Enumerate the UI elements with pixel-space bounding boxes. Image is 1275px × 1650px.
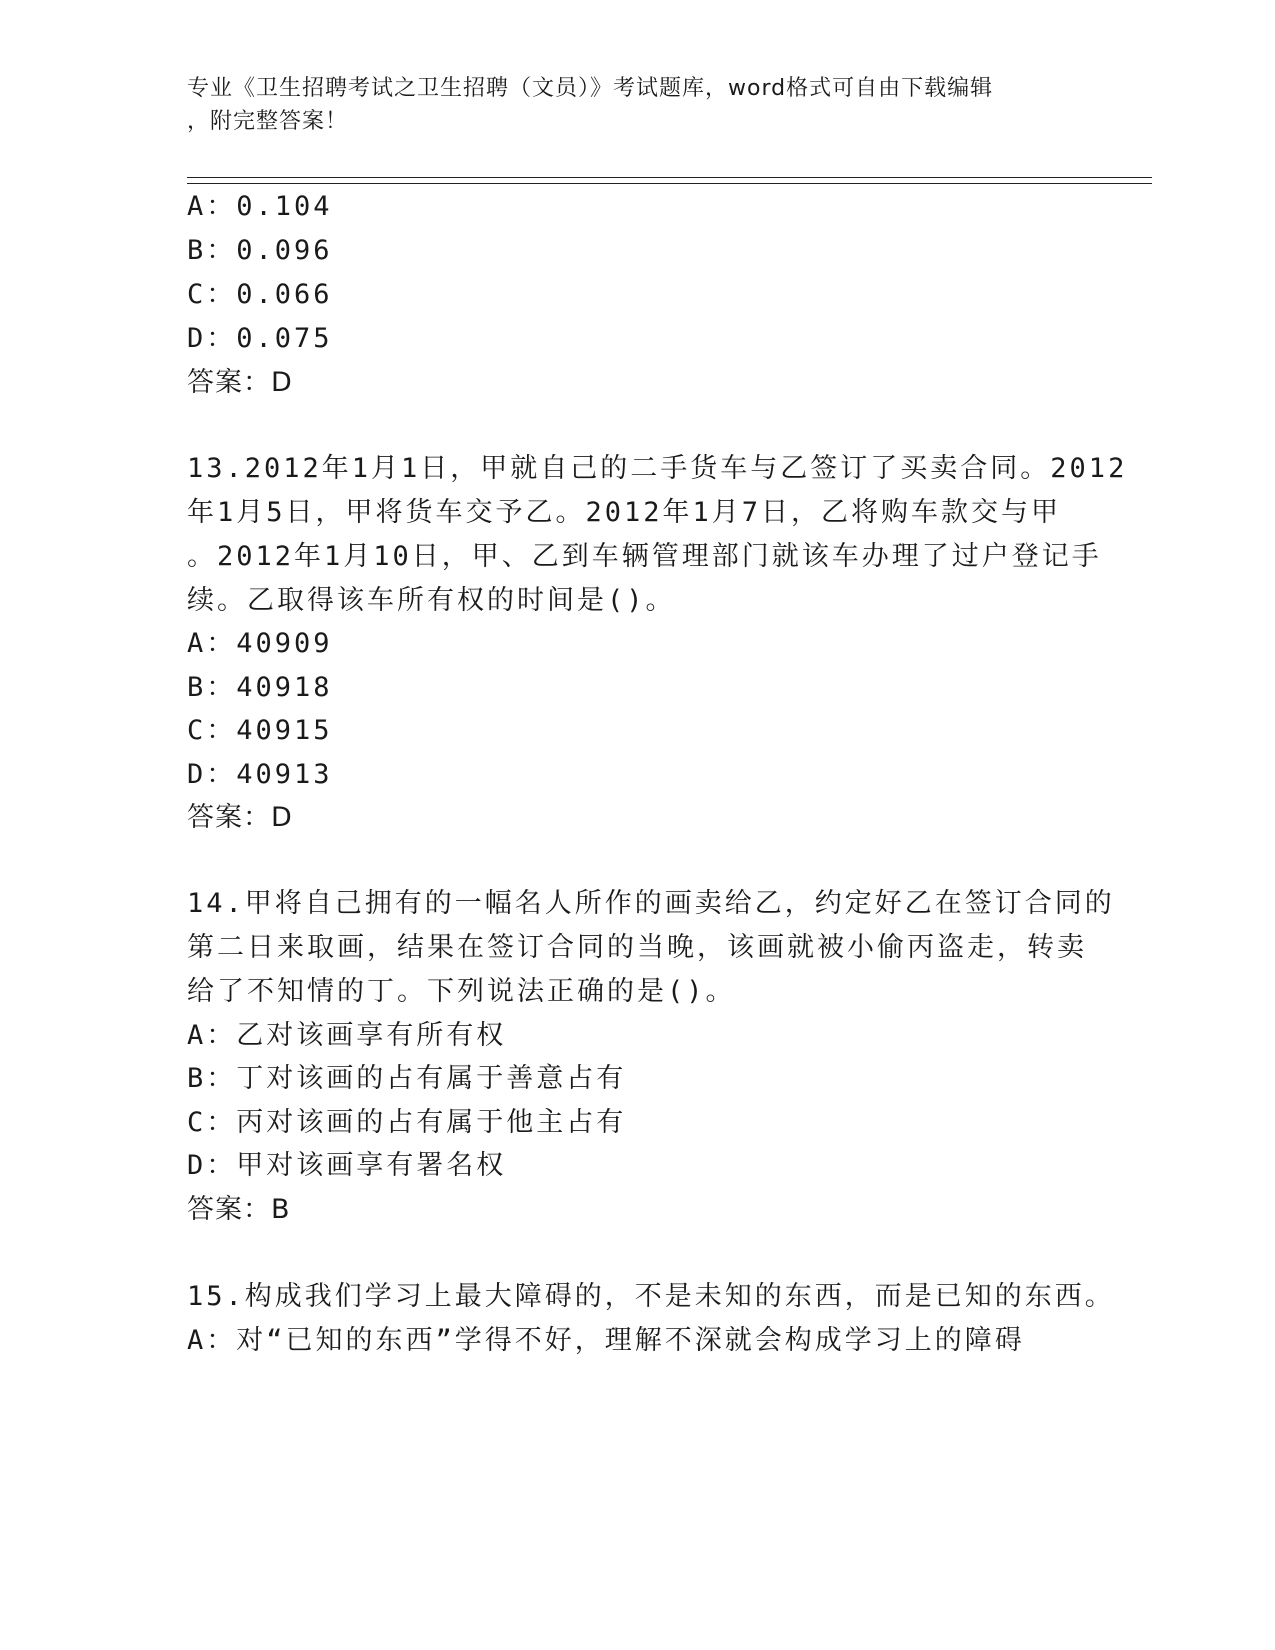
document-header [187, 72, 1067, 138]
q14-stem-line-1: 14.甲将自己拥有的一幅名人所作的画卖给乙，约定好乙在签订合同的 [187, 888, 1115, 919]
q13-option-c: C：40915 [187, 715, 333, 746]
q13-option-a: A：40909 [187, 628, 333, 659]
q15-option-a: A：对“已知的东西”学得不好，理解不深就会构成学习上的障碍 [187, 1325, 1025, 1356]
q12-option-a: A：0.104 [187, 191, 333, 222]
q12-option-d: D：0.075 [187, 323, 333, 354]
q13-option-b: B：40918 [187, 672, 333, 703]
header-line-1: 专业《卫生招聘考试之卫生招聘（文员）》考试题库，word格式可自由下载编辑 [187, 76, 994, 101]
q14-stem-line-2: 第二日来取画，结果在签订合同的当晚，该画就被小偷丙盗走，转卖 [187, 932, 1087, 963]
q13-stem-line-3: 。2012年1月10日，甲、乙到车辆管理部门就该车办理了过户登记手 [187, 541, 1102, 572]
q14-answer: 答案：B [187, 1194, 291, 1225]
q14-option-c: C：丙对该画的占有属于他主占有 [187, 1107, 627, 1138]
q14-option-b: B：丁对该画的占有属于善意占有 [187, 1063, 627, 1094]
q14-option-d: D：甲对该画享有署名权 [187, 1150, 507, 1181]
q13-answer: 答案：D [187, 802, 293, 833]
q13-stem-line-2: 年1月5日，甲将货车交予乙。2012年1月7日，乙将购车款交与甲 [187, 497, 1062, 528]
q12-option-b: B：0.096 [187, 235, 333, 266]
header-rule-top [187, 177, 1152, 178]
q12-option-c: C：0.066 [187, 279, 333, 310]
q13-stem-line-4: 续。乙取得该车所有权的时间是()。 [187, 585, 676, 616]
header-line-2: ，附完整答案！ [187, 109, 349, 134]
header-rule-bottom [187, 183, 1152, 184]
q13-option-d: D：40913 [187, 759, 333, 790]
q15-stem-line-1: 15.构成我们学习上最大障碍的，不是未知的东西，而是已知的东西。 [187, 1281, 1115, 1312]
q14-option-a: A：乙对该画享有所有权 [187, 1020, 507, 1051]
q14-stem-line-3: 给了不知情的丁。下列说法正确的是()。 [187, 976, 736, 1007]
q13-stem-line-1: 13.2012年1月1日，甲就自己的二手货车与乙签订了买卖合同。2012 [187, 453, 1128, 484]
q12-answer: 答案：D [187, 367, 293, 398]
